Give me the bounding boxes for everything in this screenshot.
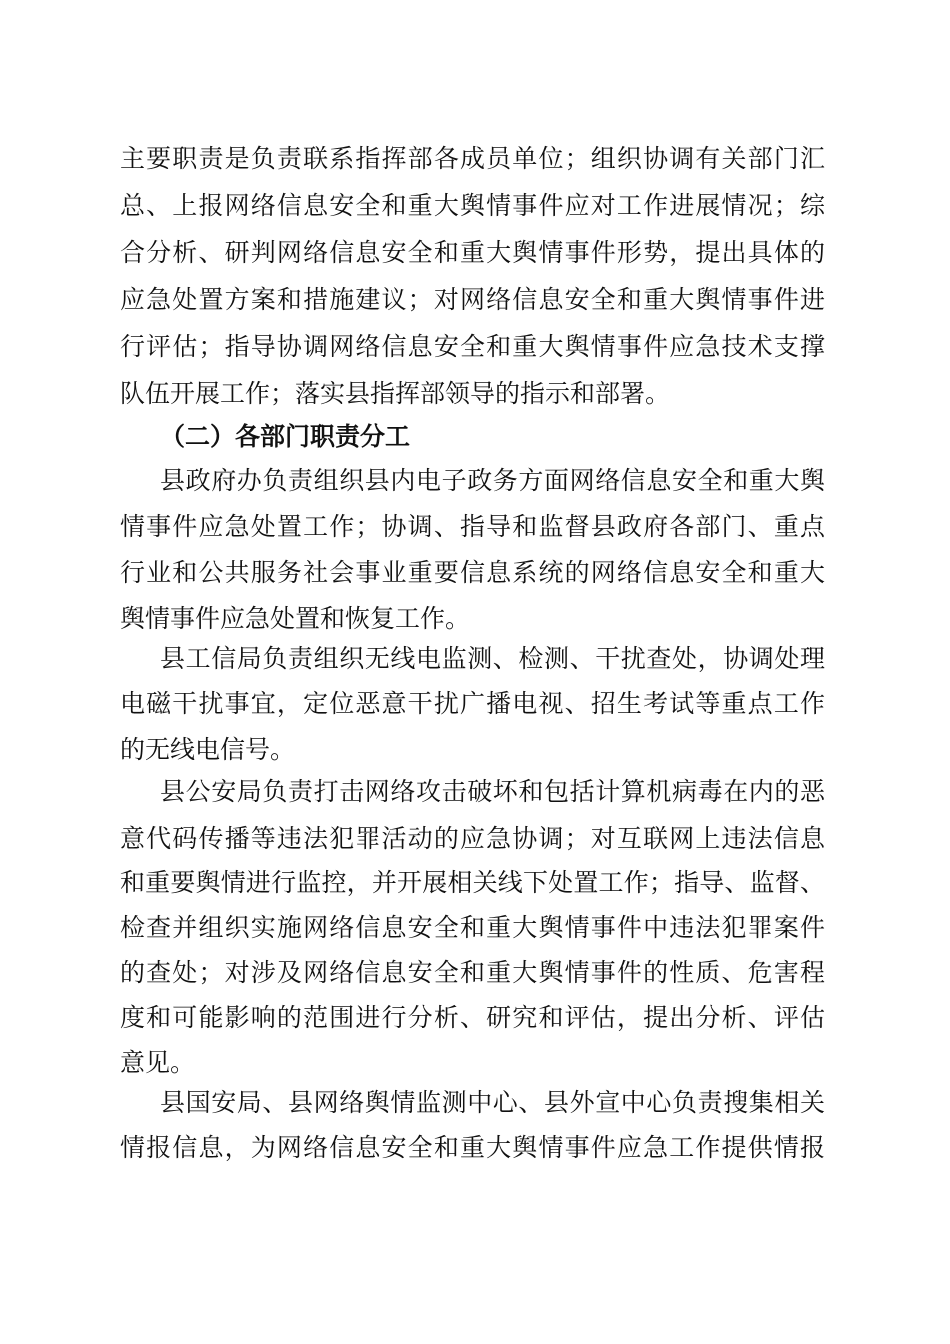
text-line: 度和可能影响的范围进行分析、研究和评估，提出分析、评估 — [120, 1003, 825, 1032]
text-line: 的无线电信号。 — [120, 735, 296, 764]
text-line: 应急处置方案和措施建议；对网络信息安全和重大舆情事件进 — [120, 285, 825, 314]
text-line: 电磁干扰事宜，定位恶意干扰广播电视、招生考试等重点工作 — [120, 689, 825, 718]
text-line: 县政府办负责组织县内电子政务方面网络信息安全和重大舆 — [160, 466, 825, 495]
text-line: 合分析、研判网络信息安全和重大舆情事件形势，提出具体的 — [120, 238, 825, 267]
text-line: 情报信息，为网络信息安全和重大舆情事件应急工作提供情报 — [120, 1133, 825, 1162]
text-line: 县国安局、县网络舆情监测中心、县外宣中心负责搜集相关 — [160, 1088, 825, 1117]
text-line: 意见。 — [120, 1048, 196, 1077]
text-line: 舆情事件应急处置和恢复工作。 — [120, 604, 471, 633]
text-line: 意代码传播等违法犯罪活动的应急协调；对互联网上违法信息 — [120, 824, 825, 853]
text-line: 队伍开展工作；落实县指挥部领导的指示和部署。 — [120, 379, 671, 408]
text-line: 县公安局负责打击网络攻击破坏和包括计算机病毒在内的恶 — [160, 777, 825, 806]
text-line: 检查并组织实施网络信息安全和重大舆情事件中违法犯罪案件 — [120, 913, 825, 942]
text-line: 情事件应急处置工作；协调、指导和监督县政府各部门、重点 — [120, 512, 825, 541]
text-line: 行业和公共服务社会事业重要信息系统的网络信息安全和重大 — [120, 558, 825, 587]
text-line: 的查处；对涉及网络信息安全和重大舆情事件的性质、危害程 — [120, 958, 825, 987]
text-line: 总、上报网络信息安全和重大舆情事件应对工作进展情况；综 — [120, 191, 825, 220]
text-line: 主要职责是负责联系指挥部各成员单位；组织协调有关部门汇 — [120, 144, 825, 173]
text-line: 行评估；指导协调网络信息安全和重大舆情事件应急技术支撑 — [120, 332, 825, 361]
section-heading: （二）各部门职责分工 — [160, 422, 411, 451]
text-line: 和重要舆情进行监控，并开展相关线下处置工作；指导、监督、 — [120, 868, 825, 897]
text-line: 县工信局负责组织无线电监测、检测、干扰查处，协调处理 — [160, 644, 825, 673]
